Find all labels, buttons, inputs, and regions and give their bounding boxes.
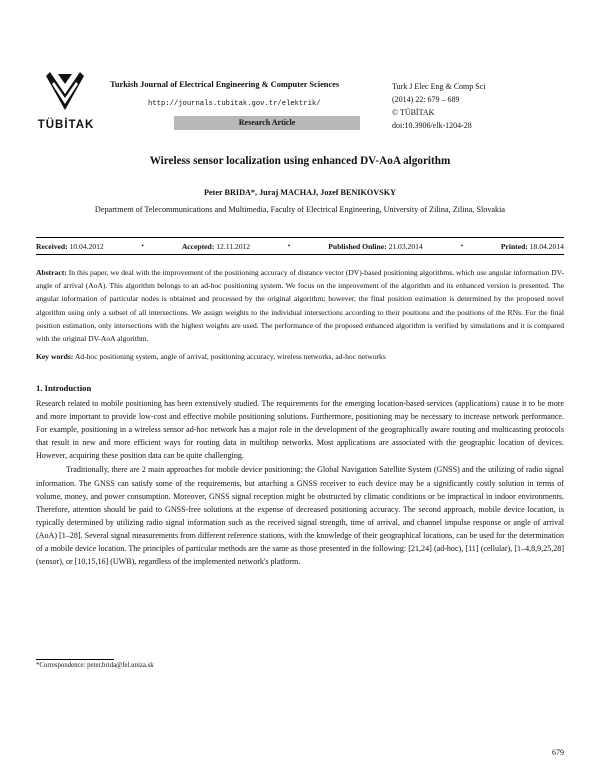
journal-name: Turkish Journal of Electrical Engineering & Computer Sciences [110, 80, 340, 89]
dates-bar [36, 237, 564, 255]
accepted-date: Accepted: 12.11.2012 [181, 241, 251, 251]
volume-pages: (2014) 22: 679 – 689 [392, 95, 460, 104]
keywords-label: Key words: [36, 352, 74, 361]
abstract-label: Abstract: [36, 268, 67, 277]
correspondence-footnote: *Correspondence: peter.brida@fel.uniza.sk [36, 662, 154, 669]
footnote-rule [36, 659, 114, 660]
paper-title: Wireless sensor localization using enhanced DV-AoA algorithm [149, 155, 451, 167]
tubitak-logo-mark-icon [42, 70, 88, 112]
bullet-separator: • [141, 242, 144, 250]
bullet-separator: • [460, 242, 464, 250]
article-type-badge: Research Article [174, 116, 360, 130]
bullet-separator: • [287, 242, 291, 250]
received-date: Received: 10.04.2012 [36, 241, 104, 251]
journal-url-link[interactable]: http://journals.tubitak.gov.tr/elektrik/ [148, 100, 321, 108]
page-number: 679 [552, 748, 564, 757]
abstract-text: In this paper, we deal with the improvement of the positioning accuracy of distance vector (DV)-based positioning algorithms, which use angular information DV- angle of arrival (AoA). This algorithm belongs to an ad-hoc positioning system. We focus on the improvement of the algorithm and its enhanced version is presented. The angular information of particular nodes is obtained and processed by the original algorithm; however, the final position estimation is determined by the proposed novel algorithm using only a subset of all intersections. We assign weights to the individual intersections according to their positions and the positions of the RNs. For the final position estimation, only intersections with the highest weights are used. The performance of the proposed enhanced algorithm is verified by simulations and it is compared with the original DV-AoA algorithm. [36, 268, 564, 344]
copyright: © TÜBİTAK [392, 108, 435, 117]
citation-block [392, 80, 485, 132]
logo-wordmark: TÜBİTAK [37, 119, 95, 131]
section-heading: 1. Introduction [36, 383, 92, 393]
keywords-text: Ad-hoc positioning system, angle of arrival, positioning accuracy, wireless networks, ad-hoc networks [74, 352, 386, 361]
paragraph: Research related to mobile positioning has been extensively studied. The requirements for the emerging location-based services (applications) cause it to be more and more important to provide low-cost and effective mobile positioning solutions. Furthermore, positioning may be necessary to increase network performance. For example, positioning in a wireless sensor ad-hoc network has a major role in the development of the geographically aware routing and multicasting protocols that result in new and more efficient ways for routing data in multihop networks. Most applications are associated with the geographic location of devices. However, acquiring these position data can be quite challenging. [36, 399, 564, 461]
keywords [36, 352, 564, 361]
abstract [36, 266, 564, 345]
doi-link[interactable]: doi:10.3906/elk-1204-28 [392, 121, 472, 130]
author-list: Peter BRIDA*, Juraj MACHAJ, Jozef BENIKOVSKY [203, 188, 396, 197]
tubitak-logo [36, 70, 96, 131]
affiliation: Department of Telecommunications and Multimedia, Faculty of Electrical Engineering, University of Zilina, Zilina, Slovakia [94, 205, 506, 214]
section-body [36, 397, 564, 568]
paragraph: Traditionally, there are 2 main approaches for mobile device positioning: the Global Navigation Satellite System (GNSS) and the utilizing of radio signal information. The GNSS can satisfy some of the requirements, but attaching a GNSS receiver to each device may be a significantly costly solution in terms of volume, money, and power consumption. Moreover, GNSS signal reception might be obstructed by climatic conditions or be impractical in indoor environments. Therefore, attention should be paid to GNSS-free solutions at the expense of decreased positioning accuracy. The second approach, mobile device location, is typically determined by utilizing radio signal information such as the received signal strength, time of arrival, and channel impulse response or angle of arrival (AoA) [1–28]. Several signal measurements from different reference stations, with the knowledge of their geographical locations, can be used for the determination of a mobile device location. The principles of particular methods are the same as those presented in the following: [21,24] (ad-hoc), [11] (cellular), [1–4,8,9,25,28] (sensor), or [10,15,16] (UWB), regardless of the implemented network's platform. [36, 465, 564, 567]
printed-date: Printed: 18.04.2014 [500, 241, 564, 251]
journal-citation: Turk J Elec Eng & Comp Sci [392, 82, 486, 91]
published-online-date: Published Online: 21.03.2014 [328, 241, 423, 251]
